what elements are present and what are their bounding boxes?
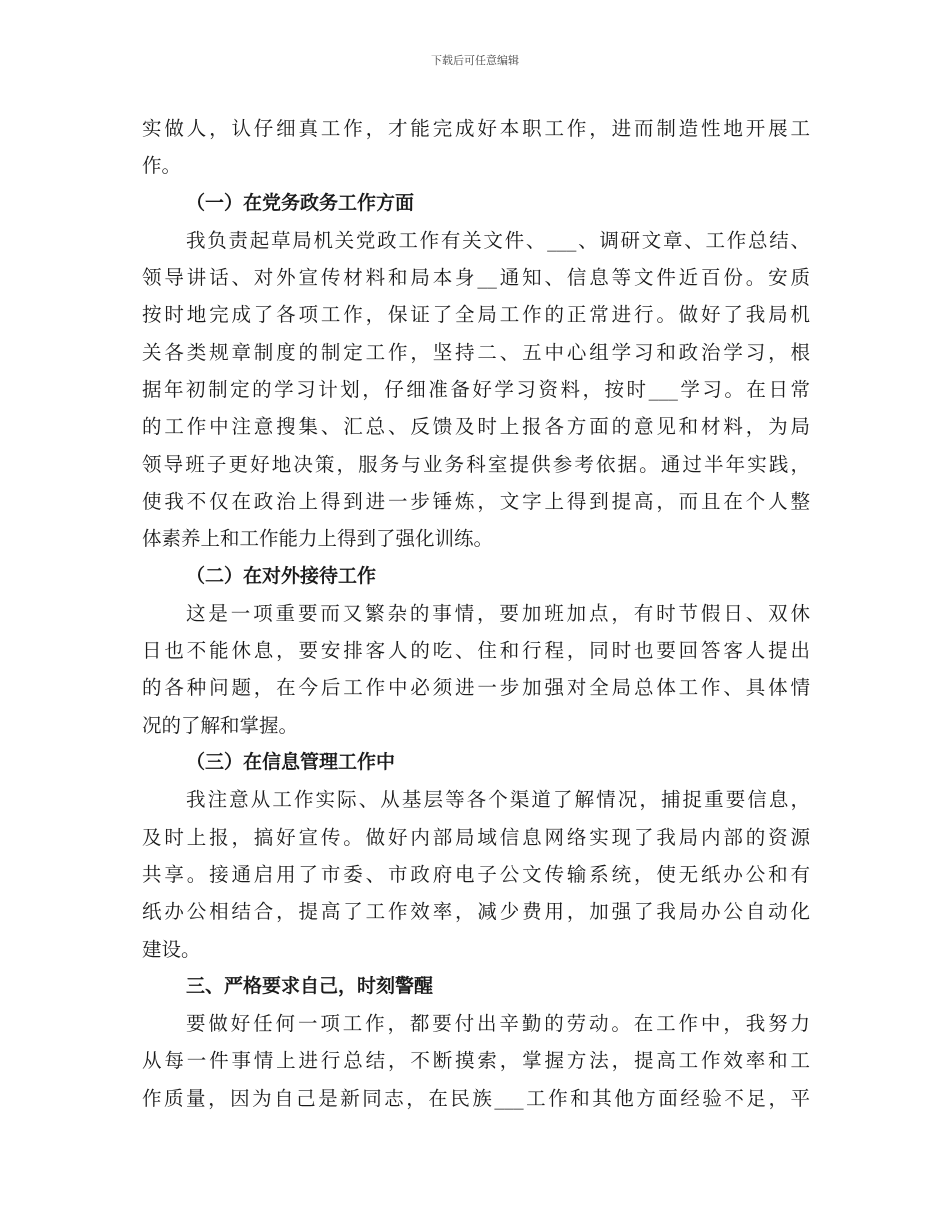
paragraph-line: 我注意从工作实际、从基层等各个渠道了解情况，捕捉重要信息， <box>186 788 810 812</box>
paragraph-line: 这是一项重要而又繁杂的事情，要加班加点，有时节假日、双休 <box>186 601 810 625</box>
paragraph-line: 日也不能休息，要安排客人的吃、住和行程，同时也要回答客人提出 <box>142 639 810 663</box>
paragraph-line: 据年初制定的学习计划，仔细准备好学习资料，按时___学习。在日常 <box>142 378 810 402</box>
paragraph-line: 纸办公相结合，提高了工作效率，减少费用，加强了我局办公自动化 <box>142 900 810 924</box>
paragraph-line: 领导讲话、对外宣传材料和局本身__通知、信息等文件近百份。安质 <box>142 266 810 290</box>
section-heading: （三）在信息管理工作中 <box>186 751 396 774</box>
paragraph-line: 体素养上和工作能力上得到了强化训练。 <box>142 527 494 551</box>
paragraph-line: 的工作中注意搜集、汇总、反馈及时上报各方面的意见和材料，为局 <box>142 415 810 439</box>
paragraph-line: 我负责起草局机关党政工作有关文件、___、调研文章、工作总结、 <box>186 228 810 252</box>
paragraph-line: 及时上报，搞好宣传。做好内部局域信息网络实现了我局内部的资源 <box>142 825 810 849</box>
paragraph-line: 况的了解和掌握。 <box>142 713 299 737</box>
page-header: 下载后可任意编辑 <box>431 54 519 67</box>
paragraph-line: 作。 <box>142 154 182 178</box>
paragraph-line: 的各种问题，在今后工作中必须进一步加强对全局总体工作、具体情 <box>142 676 810 700</box>
section-heading: （一）在党务政务工作方面 <box>186 191 415 214</box>
paragraph-line: 使我不仅在政治上得到进一步锤炼，文字上得到提高，而且在个人整 <box>142 489 810 513</box>
document-body <box>142 110 810 1117</box>
paragraph-line: 共享。接通启用了市委、市政府电子公文传输系统，使无纸办公和有 <box>142 862 810 886</box>
paragraph-line: 按时地完成了各项工作，保证了全局工作的正常进行。做好了我局机 <box>142 303 810 327</box>
paragraph-line: 关各类规章制度的制定工作，坚持二、五中心组学习和政治学习，根 <box>142 340 810 364</box>
paragraph-line: 要做好任何一项工作，都要付出辛勤的劳动。在工作中，我努力 <box>186 1012 810 1036</box>
section-heading: 三、严格要求自己，时刻警醒 <box>186 974 434 997</box>
section-heading: （二）在对外接待工作 <box>186 564 377 587</box>
paragraph-line: 领导班子更好地决策，服务与业务科室提供参考依据。通过半年实践， <box>142 452 810 476</box>
paragraph-line: 作质量，因为自己是新同志，在民族___工作和其他方面经验不足，平 <box>142 1086 810 1110</box>
paragraph-line: 实做人，认仔细真工作，才能完成好本职工作，进而制造性地开展工 <box>142 117 810 140</box>
paragraph-line: 从每一件事情上进行总结，不断摸索，掌握方法，提高工作效率和工 <box>142 1049 810 1073</box>
paragraph-line: 建设。 <box>142 937 201 961</box>
